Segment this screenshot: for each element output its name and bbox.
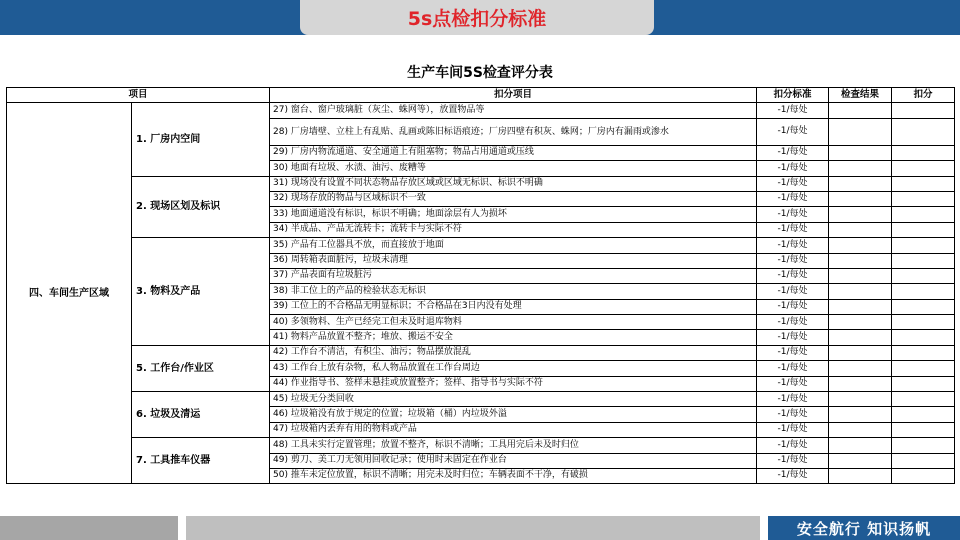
result-cell[interactable]: [829, 453, 892, 468]
page-title: 5s点检扣分标准: [407, 8, 547, 30]
result-cell[interactable]: [829, 191, 892, 206]
deduction-standard: -1/每处: [757, 222, 829, 237]
deduction-item: 34) 半成品、产品无流转卡；流转卡与实际不符: [270, 222, 757, 237]
col-header-item: 扣分项目: [270, 88, 757, 103]
deduction-standard: -1/每处: [757, 145, 829, 160]
group-label: 2. 现场区划及标识: [132, 176, 270, 238]
deduction-standard: -1/每处: [757, 376, 829, 391]
result-cell[interactable]: [829, 361, 892, 376]
score-cell[interactable]: [892, 145, 955, 160]
deduction-standard: -1/每处: [757, 361, 829, 376]
deduction-item: 43) 工作台上放有杂物，私人物品放置在工作台周边: [270, 361, 757, 376]
score-cell[interactable]: [892, 238, 955, 253]
deduction-item: 36) 周转箱表面脏污，垃圾未清理: [270, 253, 757, 268]
deduction-item: 40) 多领物料、生产已经完工但未及时退库物料: [270, 315, 757, 330]
deduction-item: 38) 非工位上的产品的检验状态无标识: [270, 284, 757, 299]
score-cell[interactable]: [892, 161, 955, 176]
score-cell[interactable]: [892, 392, 955, 407]
score-cell[interactable]: [892, 345, 955, 360]
result-cell[interactable]: [829, 207, 892, 222]
deduction-standard: -1/每处: [757, 103, 829, 118]
result-cell[interactable]: [829, 330, 892, 345]
deduction-item: 31) 现场没有设置不同状态物品存放区域或区域无标识、标识不明确: [270, 176, 757, 191]
deduction-item: 42) 工作台不清洁，有积尘、油污；物品摆放混乱: [270, 345, 757, 360]
result-cell[interactable]: [829, 315, 892, 330]
result-cell[interactable]: [829, 253, 892, 268]
deduction-standard: -1/每处: [757, 438, 829, 453]
deduction-item: 32) 现场存放的物品与区域标识不一致: [270, 191, 757, 206]
result-cell[interactable]: [829, 345, 892, 360]
deduction-item: 37) 产品表面有垃圾脏污: [270, 268, 757, 283]
deduction-standard: -1/每处: [757, 330, 829, 345]
score-cell[interactable]: [892, 315, 955, 330]
deduction-standard: -1/每处: [757, 468, 829, 483]
score-cell[interactable]: [892, 299, 955, 314]
group-label: 7. 工具推车仪器: [132, 438, 270, 484]
deduction-standard: -1/每处: [757, 253, 829, 268]
deduction-standard: -1/每处: [757, 315, 829, 330]
table-header-row: [7, 88, 955, 103]
deduction-standard: -1/每处: [757, 118, 829, 145]
score-cell[interactable]: [892, 268, 955, 283]
score-cell[interactable]: [892, 376, 955, 391]
deduction-item: 27) 窗台、窗户玻璃脏（灰尘、蛛网等），放置物品等: [270, 103, 757, 118]
col-header-standard: 扣分标准: [757, 88, 829, 103]
deduction-item: 41) 物料产品放置不整齐；堆放、搬运不安全: [270, 330, 757, 345]
deduction-standard: -1/每处: [757, 207, 829, 222]
result-cell[interactable]: [829, 145, 892, 160]
score-cell[interactable]: [892, 438, 955, 453]
deduction-standard: -1/每处: [757, 284, 829, 299]
deduction-item: 50) 推车未定位放置，标识不清晰；用完未及时归位；车辆表面不干净，有破损: [270, 468, 757, 483]
result-cell[interactable]: [829, 118, 892, 145]
table-row: [7, 103, 955, 118]
result-cell[interactable]: [829, 161, 892, 176]
footer-slogan: 安全航行 知识扬帆: [796, 519, 932, 538]
result-cell[interactable]: [829, 222, 892, 237]
table-row: [7, 392, 955, 407]
score-cell[interactable]: [892, 284, 955, 299]
group-label: 3. 物料及产品: [132, 238, 270, 346]
deduction-item: 47) 垃圾箱内丢弃有用的物料或产品: [270, 422, 757, 437]
score-cell[interactable]: [892, 253, 955, 268]
result-cell[interactable]: [829, 103, 892, 118]
col-header-score: 扣分: [892, 88, 955, 103]
score-cell[interactable]: [892, 103, 955, 118]
deduction-item: 28) 厂房墙壁、立柱上有乱贴、乱画或陈旧标语痕迹；厂房四壁有积灰、蛛网；厂房内有漏雨或渗水: [270, 118, 757, 145]
group-label: 5. 工作台/作业区: [132, 345, 270, 391]
table-row: [7, 438, 955, 453]
deduction-item: 46) 垃圾箱没有放于规定的位置；垃圾箱（桶）内垃圾外溢: [270, 407, 757, 422]
deduction-standard: -1/每处: [757, 268, 829, 283]
result-cell[interactable]: [829, 176, 892, 191]
deduction-standard: -1/每处: [757, 392, 829, 407]
score-cell[interactable]: [892, 468, 955, 483]
deduction-standard: -1/每处: [757, 422, 829, 437]
deduction-standard: -1/每处: [757, 299, 829, 314]
result-cell[interactable]: [829, 438, 892, 453]
score-cell[interactable]: [892, 191, 955, 206]
score-cell[interactable]: [892, 453, 955, 468]
result-cell[interactable]: [829, 407, 892, 422]
deduction-item: 49) 剪刀、美工刀无领用回收记录；使用时未固定在作业台: [270, 453, 757, 468]
deduction-item: 30) 地面有垃圾、水渍、油污、废糟等: [270, 161, 757, 176]
score-cell[interactable]: [892, 176, 955, 191]
group-label: 6. 垃圾及清运: [132, 392, 270, 438]
deduction-standard: -1/每处: [757, 407, 829, 422]
deduction-item: 39) 工位上的不合格品无明显标识；不合格品在3日内没有处理: [270, 299, 757, 314]
score-cell[interactable]: [892, 222, 955, 237]
inspection-table: [6, 87, 955, 484]
deduction-standard: -1/每处: [757, 161, 829, 176]
deduction-item: 48) 工具未实行定置管理；放置不整齐，标识不清晰；工具用完后未及时归位: [270, 438, 757, 453]
col-header-project: 项目: [7, 88, 270, 103]
sheet-title: 生产车间5S检查评分表: [407, 65, 553, 81]
result-cell[interactable]: [829, 468, 892, 483]
deduction-item: 33) 地面通道没有标识，标识不明确；地面涂层有人为损坏: [270, 207, 757, 222]
deduction-standard: -1/每处: [757, 453, 829, 468]
table-row: [7, 238, 955, 253]
deduction-item: 29) 厂房内物流通道、安全通道上有阻塞物；物品占用通道或压线: [270, 145, 757, 160]
result-cell[interactable]: [829, 268, 892, 283]
deduction-standard: -1/每处: [757, 345, 829, 360]
footer-slogan-box: [768, 516, 960, 540]
result-cell[interactable]: [829, 284, 892, 299]
group-label: 1. 厂房内空间: [132, 103, 270, 176]
score-cell[interactable]: [892, 207, 955, 222]
deduction-item: 35) 产品有工位器具不放，而直接放于地面: [270, 238, 757, 253]
deduction-item: 44) 作业指导书、签样未悬挂或放置整齐；签样、指导书与实际不符: [270, 376, 757, 391]
deduction-standard: -1/每处: [757, 191, 829, 206]
result-cell[interactable]: [829, 299, 892, 314]
header-title-box: [300, 0, 654, 35]
table-row: [7, 345, 955, 360]
score-cell[interactable]: [892, 118, 955, 145]
result-cell[interactable]: [829, 422, 892, 437]
score-cell[interactable]: [892, 407, 955, 422]
footer-bar-middle: [186, 516, 760, 540]
table-row: [7, 176, 955, 191]
deduction-standard: -1/每处: [757, 176, 829, 191]
area-label: 四、车间生产区域: [7, 103, 132, 484]
footer-bar-left: [0, 516, 178, 540]
result-cell[interactable]: [829, 238, 892, 253]
result-cell[interactable]: [829, 392, 892, 407]
deduction-standard: -1/每处: [757, 238, 829, 253]
score-cell[interactable]: [892, 422, 955, 437]
deduction-item: 45) 垃圾无分类回收: [270, 392, 757, 407]
col-header-result: 检查结果: [829, 88, 892, 103]
score-cell[interactable]: [892, 361, 955, 376]
score-cell[interactable]: [892, 330, 955, 345]
result-cell[interactable]: [829, 376, 892, 391]
